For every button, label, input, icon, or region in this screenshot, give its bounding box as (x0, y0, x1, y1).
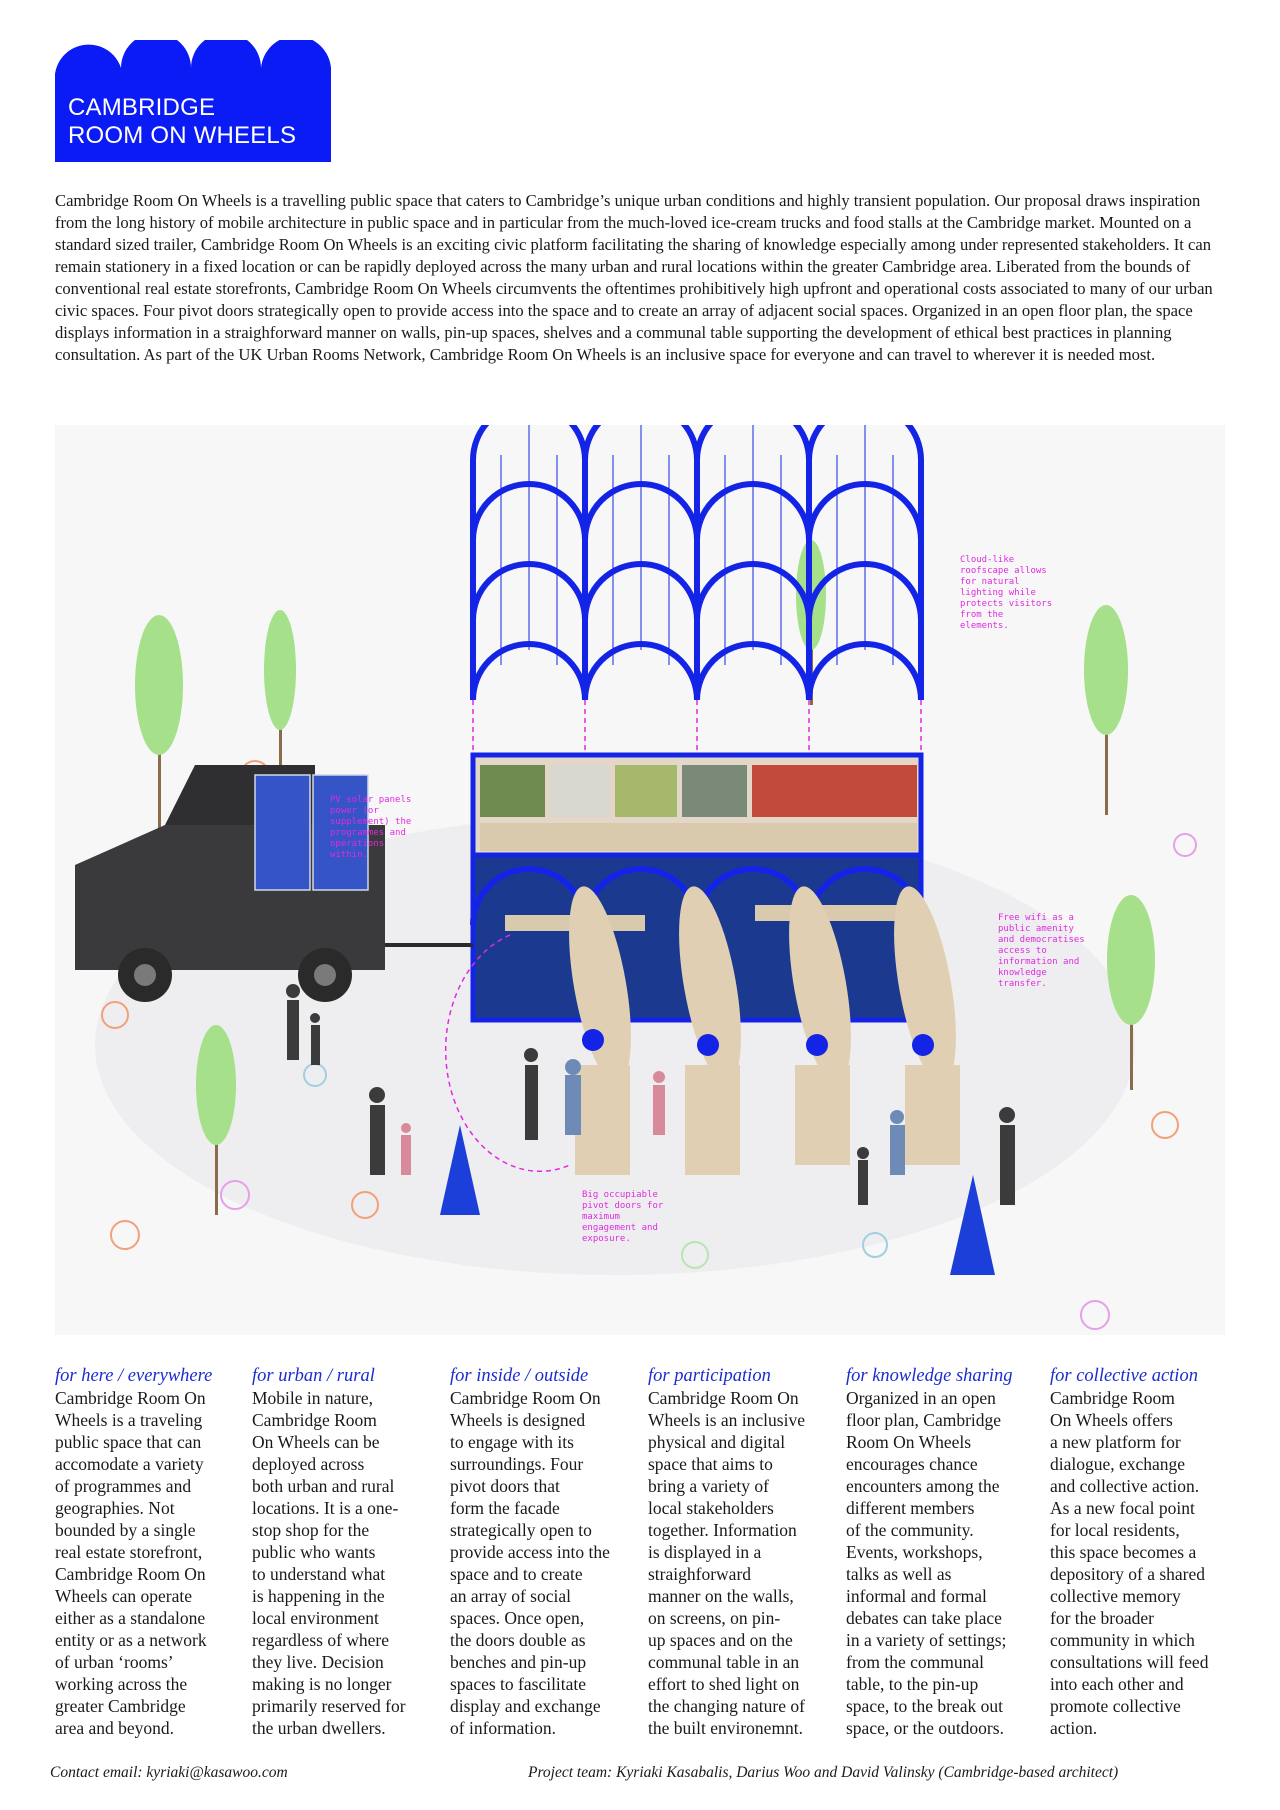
column-line: is happening in the (252, 1586, 385, 1606)
column-line: Wheels is designed (450, 1410, 586, 1430)
column-body (1050, 1387, 1208, 1739)
column-urban-rural (252, 1365, 406, 1739)
column-line: an array of social (450, 1586, 571, 1606)
column-line: up spaces and on the (648, 1630, 793, 1650)
column-line: public space that can (55, 1432, 202, 1452)
column-line: making is no longer (252, 1674, 392, 1694)
column-line: of urban ‘rooms’ (55, 1652, 174, 1672)
column-line: Cambridge Room On (55, 1564, 206, 1584)
logo-line-2: ROOM ON WHEELS (68, 122, 297, 149)
column-line: a new platform for (1050, 1432, 1181, 1452)
column-line: dialogue, exchange (1050, 1454, 1186, 1474)
column-here-everywhere (55, 1365, 212, 1739)
column-line: space, or the outdoors. (846, 1718, 1004, 1738)
column-line: the doors double as (450, 1630, 586, 1650)
column-line: promote collective (1050, 1696, 1181, 1716)
column-line: Wheels is a traveling (55, 1410, 203, 1430)
column-line: this space becomes a (1050, 1542, 1197, 1562)
column-line: of information. (450, 1718, 556, 1738)
annotation-free-wifi: Free wifi as a public amenity and democratises access to information and knowledge transfer. (998, 913, 1085, 989)
column-heading: for inside / outside (450, 1366, 589, 1386)
display-wall (473, 755, 921, 855)
column-line: accomodate a variety (55, 1454, 204, 1474)
column-body (252, 1387, 406, 1739)
column-line: consultations will feed (1050, 1652, 1209, 1672)
column-line: from the communal (846, 1652, 985, 1672)
column-line: benches and pin-up (450, 1652, 587, 1672)
column-line: space and to create (450, 1564, 583, 1584)
column-collective-action (1050, 1365, 1208, 1739)
column-line: space that aims to (648, 1454, 773, 1474)
column-line: is displayed in a (648, 1542, 762, 1562)
column-heading: for knowledge sharing (846, 1366, 1013, 1386)
column-heading: for collective action (1050, 1366, 1198, 1386)
column-line: community in which (1050, 1630, 1195, 1650)
column-line: together. Information (648, 1520, 797, 1540)
column-line: on screens, on pin- (648, 1608, 781, 1628)
column-line: real estate storefront, (55, 1542, 203, 1562)
column-line: Mobile in nature, (252, 1388, 374, 1408)
column-line: encounters among the (846, 1476, 1000, 1496)
column-heading: for urban / rural (252, 1366, 375, 1386)
column-heading: for here / everywhere (55, 1366, 213, 1386)
column-line: geographies. Not (55, 1498, 175, 1518)
column-body (648, 1387, 805, 1739)
column-line: the built environemnt. (648, 1718, 804, 1738)
column-line: Cambridge Room On (450, 1388, 601, 1408)
column-line: local environment (252, 1608, 379, 1628)
column-line: the urban dwellers. (252, 1718, 386, 1738)
column-line: manner on the walls, (648, 1586, 794, 1606)
column-line: of the community. (846, 1520, 974, 1540)
annotation-roofscape: Cloud-like roofscape allows for natural lighting while protects visitors from the elements. (960, 555, 1053, 631)
column-line: working across the (55, 1674, 188, 1694)
column-inside-outside (450, 1365, 610, 1739)
column-line: collective memory (1050, 1586, 1181, 1606)
column-heading: for participation (648, 1366, 771, 1386)
column-line: physical and digital (648, 1432, 786, 1452)
column-line: of programmes and (55, 1476, 192, 1496)
column-line: depository of a shared (1050, 1564, 1206, 1584)
column-line: On Wheels can be (252, 1432, 380, 1452)
column-line: Cambridge Room On (55, 1388, 206, 1408)
column-line: table, to the pin-up (846, 1674, 979, 1694)
annotation-pivot-doors: Big occupiable pivot doors for maximum engagement and exposure. (582, 1190, 664, 1244)
column-line: Room On Wheels (846, 1432, 972, 1452)
column-line: space, to the break out (846, 1696, 1003, 1716)
column-line: floor plan, Cambridge (846, 1410, 1002, 1430)
column-body (450, 1387, 610, 1739)
column-line: locations. It is a one- (252, 1498, 399, 1518)
column-line: bounded by a single (55, 1520, 196, 1540)
column-line: they live. Decision (252, 1652, 384, 1672)
column-line: to understand what (252, 1564, 386, 1584)
column-line: effort to shed light on (648, 1674, 800, 1694)
column-line: either as a standalone (55, 1608, 206, 1628)
column-line: greater Cambridge (55, 1696, 186, 1716)
column-line: entity or as a network (55, 1630, 207, 1650)
column-line: spaces. Once open, (450, 1608, 585, 1628)
logo-title (68, 94, 296, 150)
column-line: regardless of where (252, 1630, 390, 1650)
column-line: communal table in an (648, 1652, 800, 1672)
column-line: bring a variety of (648, 1476, 769, 1496)
column-knowledge-sharing (846, 1365, 1013, 1739)
intro-paragraph: Cambridge Room On Wheels is a travelling public space that caters to Cambridge’s unique urban conditions and highly transient population. Our proposal draws inspiration from the long history of mobile architecture in public space and in particular from the much-loved ice-cream trucks and food stalls at the Cambridge market. Mounted on a standard sized trailer, Cambridge Room On Wheels is an exciting civic platform facilitating the sharing of knowledge especially among under represented stakeholders. It can remain stationery in a fixed location or can be rapidly deployed across the many urban and rural locations within the greater Cambridge area. Liberated from the bounds of conventional real estate storefronts, Cambridge Room On Wheels circumvents the oftentimes prohibitively high upfront and operational costs associated to many of our urban civic spaces. Four pivot doors strategically open to provide access into the space and to create an array of adjacent social spaces. Organized in an open floor plan, the space displays information in a straighforward manner on walls, pin-up spaces, shelves and a communal table supporting the development of ethical best practices in planning consultation. As part of the UK Urban Rooms Network, Cambridge Room On Wheels is an inclusive space for everyone and can travel to wherever it is needed most. (55, 191, 1213, 364)
column-line: informal and formal (846, 1586, 987, 1606)
column-line: talks as well as (846, 1564, 952, 1584)
project-team: Project team: Kyriaki Kasabalis, Darius Woo and David Valinsky (Cambridge-based architect) (528, 1764, 1119, 1781)
column-line: As a new focal point (1050, 1498, 1195, 1518)
column-line: Cambridge Room On (648, 1388, 799, 1408)
column-line: action. (1050, 1718, 1098, 1738)
column-line: On Wheels offers (1050, 1410, 1173, 1430)
column-line: provide access into the (450, 1542, 610, 1562)
column-line: pivot doors that (450, 1476, 560, 1496)
column-line: debates can take place (846, 1608, 1002, 1628)
column-body (55, 1387, 212, 1739)
column-line: straighforward (648, 1564, 752, 1584)
column-line: encourages chance (846, 1454, 978, 1474)
column-line: Events, workshops, (846, 1542, 983, 1562)
annotation-solar-panels: PV solar panels power (or supplement) the programmes and operations within. (330, 795, 412, 860)
column-line: into each other and (1050, 1674, 1184, 1694)
column-line: for the broader (1050, 1608, 1154, 1628)
column-line: spaces to fascilitate (450, 1674, 587, 1694)
contact-email: Contact email: kyriaki@kasawoo.com (50, 1764, 288, 1781)
column-line: different members (846, 1498, 975, 1518)
column-line: strategically open to (450, 1520, 592, 1540)
column-line: local stakeholders (648, 1498, 774, 1518)
column-line: surroundings. Four (450, 1454, 584, 1474)
column-line: Cambridge Room (1050, 1388, 1175, 1408)
column-line: area and beyond. (55, 1718, 175, 1738)
column-line: to engage with its (450, 1432, 574, 1452)
column-line: stop shop for the (252, 1520, 370, 1540)
column-line: display and exchange (450, 1696, 601, 1716)
column-line: in a variety of settings; (846, 1630, 1007, 1650)
logo-line-1: CAMBRIDGE (68, 94, 216, 121)
column-participation (648, 1365, 805, 1739)
column-line: Wheels can operate (55, 1586, 193, 1606)
column-line: for local residents, (1050, 1520, 1180, 1540)
column-line: Wheels is an inclusive (648, 1410, 805, 1430)
column-line: and collective action. (1050, 1476, 1200, 1496)
column-line: public who wants (252, 1542, 376, 1562)
column-line: form the facade (450, 1498, 560, 1518)
column-line: the changing nature of (648, 1696, 805, 1716)
column-line: Cambridge Room (252, 1410, 377, 1430)
column-line: primarily reserved for (252, 1696, 406, 1716)
column-line: Organized in an open (846, 1388, 996, 1408)
column-body (846, 1387, 1013, 1739)
column-line: both urban and rural (252, 1476, 395, 1496)
column-line: deployed across (252, 1454, 365, 1474)
